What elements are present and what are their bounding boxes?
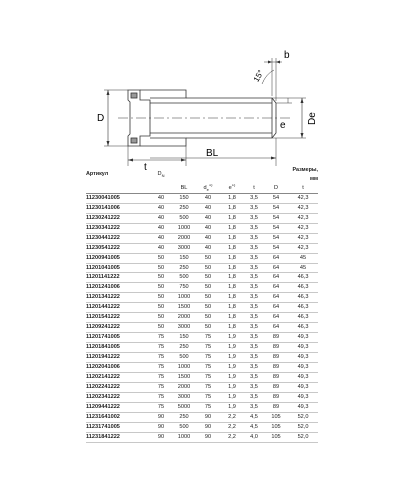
value-cell: 1,8 xyxy=(228,254,236,261)
value-cell: 1,8 xyxy=(228,314,236,321)
value-cell: 89 xyxy=(272,393,280,400)
table-row xyxy=(86,303,318,313)
article-cell: 11231641002 xyxy=(86,413,120,420)
header-dn: $D_N$ xyxy=(157,171,165,179)
socket-body-top xyxy=(140,90,186,98)
table-row xyxy=(86,343,318,353)
value-cell: 90 xyxy=(204,423,212,430)
value-cell: 1,9 xyxy=(228,354,236,361)
article-cell: 11201341222 xyxy=(86,294,120,301)
value-cell: 500 xyxy=(179,214,189,221)
seal-ring-bottom xyxy=(131,138,137,143)
table-header-row-2 xyxy=(86,184,318,193)
value-cell: 54 xyxy=(272,194,280,201)
value-cell: 3,5 xyxy=(250,344,258,351)
value-cell: 3,5 xyxy=(250,284,258,291)
table-row xyxy=(86,283,318,293)
pipe-technical-drawing xyxy=(0,0,400,170)
value-cell: 150 xyxy=(179,254,189,261)
value-cell: 50 xyxy=(204,324,212,331)
value-cell: 50 xyxy=(204,294,212,301)
value-cell: 1000 xyxy=(177,364,191,371)
value-cell: 90 xyxy=(204,413,212,420)
table-row xyxy=(86,392,318,402)
value-cell: 89 xyxy=(272,383,280,390)
article-cell: 11231841222 xyxy=(86,433,120,440)
article-cell: 11201741005 xyxy=(86,334,120,341)
table-row xyxy=(86,223,318,233)
value-cell: 40 xyxy=(157,234,165,241)
value-cell: 52,0 xyxy=(297,413,309,420)
value-cell: 3,5 xyxy=(250,294,258,301)
value-cell: 105 xyxy=(271,423,281,430)
label-b: b xyxy=(284,50,290,61)
value-cell: 75 xyxy=(204,354,212,361)
value-cell: 105 xyxy=(271,433,281,440)
value-cell: 1,8 xyxy=(228,324,236,331)
table-header-row-1 xyxy=(86,166,318,184)
value-cell: 500 xyxy=(179,354,189,361)
article-cell: 11230441222 xyxy=(86,234,120,241)
value-cell: 75 xyxy=(157,334,165,341)
header-D: D xyxy=(273,184,279,191)
value-cell: 45 xyxy=(299,254,307,261)
header-t2: t xyxy=(302,184,304,191)
value-cell: 40 xyxy=(204,244,212,251)
value-cell: 64 xyxy=(272,254,280,261)
value-cell: 40 xyxy=(204,224,212,231)
value-cell: 1,8 xyxy=(228,244,236,251)
value-cell: 3,5 xyxy=(250,234,258,241)
value-cell: 46,3 xyxy=(297,324,309,331)
value-cell: 64 xyxy=(272,304,280,311)
value-cell: 49,3 xyxy=(297,354,309,361)
table-row xyxy=(86,233,318,243)
value-cell: 4,0 xyxy=(250,433,258,440)
value-cell: 3,5 xyxy=(250,254,258,261)
value-cell: 49,3 xyxy=(297,374,309,381)
value-cell: 50 xyxy=(157,294,165,301)
value-cell: 75 xyxy=(204,393,212,400)
value-cell: 250 xyxy=(179,413,189,420)
value-cell: 54 xyxy=(272,244,280,251)
value-cell: 3,5 xyxy=(250,324,258,331)
value-cell: 3,5 xyxy=(250,274,258,281)
value-cell: 5000 xyxy=(177,403,191,410)
socket-body-bottom xyxy=(140,138,186,146)
value-cell: 1000 xyxy=(177,294,191,301)
value-cell: 1,9 xyxy=(228,403,236,410)
value-cell: 49,3 xyxy=(297,393,309,400)
article-cell: 11230541222 xyxy=(86,244,120,251)
article-cell: 11230241222 xyxy=(86,214,120,221)
value-cell: 1,8 xyxy=(228,234,236,241)
value-cell: 75 xyxy=(204,403,212,410)
value-cell: 90 xyxy=(157,413,165,420)
value-cell: 50 xyxy=(157,324,165,331)
value-cell: 40 xyxy=(157,214,165,221)
value-cell: 90 xyxy=(157,433,165,440)
value-cell: 2,2 xyxy=(228,423,236,430)
article-cell: 11201241006 xyxy=(86,284,120,291)
value-cell: 40 xyxy=(157,194,165,201)
value-cell: 50 xyxy=(204,254,212,261)
value-cell: 89 xyxy=(272,374,280,381)
value-cell: 50 xyxy=(204,274,212,281)
value-cell: 1,8 xyxy=(228,304,236,311)
value-cell: 1,8 xyxy=(228,294,236,301)
value-cell: 52,0 xyxy=(297,433,309,440)
spec-table-body xyxy=(86,193,318,442)
value-cell: 54 xyxy=(272,214,280,221)
value-cell: 500 xyxy=(179,274,189,281)
value-cell: 1,9 xyxy=(228,383,236,390)
value-cell: 50 xyxy=(204,284,212,291)
value-cell: 500 xyxy=(179,423,189,430)
value-cell: 40 xyxy=(204,194,212,201)
table-row xyxy=(86,353,318,363)
value-cell: 4,5 xyxy=(250,413,258,420)
table-row xyxy=(86,323,318,333)
value-cell: 75 xyxy=(157,374,165,381)
value-cell: 46,3 xyxy=(297,294,309,301)
value-cell: 2000 xyxy=(177,234,191,241)
value-cell: 42,3 xyxy=(297,194,309,201)
value-cell: 90 xyxy=(157,423,165,430)
value-cell: 40 xyxy=(157,244,165,251)
value-cell: 45 xyxy=(299,264,307,271)
value-cell: 64 xyxy=(272,314,280,321)
value-cell: 2000 xyxy=(177,314,191,321)
table-row xyxy=(86,193,318,203)
value-cell: 75 xyxy=(157,393,165,400)
value-cell: 3000 xyxy=(177,324,191,331)
value-cell: 105 xyxy=(271,413,281,420)
article-cell: 11201441222 xyxy=(86,304,120,311)
value-cell: 3,5 xyxy=(250,314,258,321)
article-cell: 11200941005 xyxy=(86,254,120,261)
value-cell: 75 xyxy=(157,354,165,361)
table-row xyxy=(86,373,318,383)
value-cell: 3,5 xyxy=(250,334,258,341)
value-cell: 3000 xyxy=(177,244,191,251)
table-row xyxy=(86,293,318,303)
value-cell: 1,8 xyxy=(228,224,236,231)
value-cell: 50 xyxy=(157,284,165,291)
seal-ring-top xyxy=(131,93,137,98)
value-cell: 1000 xyxy=(177,433,191,440)
table-row xyxy=(86,243,318,253)
value-cell: 3,5 xyxy=(250,204,258,211)
header-e: $e^{1)}$ xyxy=(228,183,236,191)
header-article: Артикул xyxy=(86,171,109,178)
value-cell: 3,5 xyxy=(250,393,258,400)
label-BL: BL xyxy=(206,148,219,159)
value-cell: 46,3 xyxy=(297,314,309,321)
value-cell: 150 xyxy=(179,334,189,341)
value-cell: 50 xyxy=(157,264,165,271)
table-row xyxy=(86,382,318,392)
table-row xyxy=(86,363,318,373)
value-cell: 1,8 xyxy=(228,214,236,221)
value-cell: 1,8 xyxy=(228,194,236,201)
table-row xyxy=(86,213,318,223)
value-cell: 3,5 xyxy=(250,383,258,390)
value-cell: 46,3 xyxy=(297,274,309,281)
article-cell: 11201541222 xyxy=(86,314,120,321)
value-cell: 49,3 xyxy=(297,383,309,390)
article-cell: 11230041005 xyxy=(86,194,120,201)
table-row xyxy=(86,263,318,273)
value-cell: 49,3 xyxy=(297,344,309,351)
value-cell: 1500 xyxy=(177,304,191,311)
value-cell: 50 xyxy=(157,304,165,311)
value-cell: 3,5 xyxy=(250,264,258,271)
table-row xyxy=(86,402,318,412)
value-cell: 250 xyxy=(179,204,189,211)
value-cell: 75 xyxy=(204,344,212,351)
value-cell: 3,5 xyxy=(250,403,258,410)
value-cell: 1500 xyxy=(177,374,191,381)
value-cell: 3,5 xyxy=(250,364,258,371)
value-cell: 75 xyxy=(204,383,212,390)
value-cell: 150 xyxy=(179,194,189,201)
label-De: De xyxy=(307,112,318,125)
value-cell: 3,5 xyxy=(250,304,258,311)
value-cell: 2000 xyxy=(177,383,191,390)
value-cell: 89 xyxy=(272,364,280,371)
value-cell: 1,9 xyxy=(228,374,236,381)
article-cell: 11209241222 xyxy=(86,324,120,331)
value-cell: 4,5 xyxy=(250,423,258,430)
header-t: t xyxy=(253,184,255,191)
spec-table xyxy=(86,166,318,443)
value-cell: 1,8 xyxy=(228,284,236,291)
article-cell: 11201141222 xyxy=(86,274,120,281)
value-cell: 89 xyxy=(272,344,280,351)
value-cell: 3,5 xyxy=(250,374,258,381)
table-row xyxy=(86,333,318,343)
value-cell: 1,8 xyxy=(228,274,236,281)
value-cell: 50 xyxy=(157,314,165,321)
value-cell: 42,3 xyxy=(297,204,309,211)
value-cell: 89 xyxy=(272,354,280,361)
table-row xyxy=(86,273,318,283)
value-cell: 64 xyxy=(272,274,280,281)
value-cell: 49,3 xyxy=(297,334,309,341)
value-cell: 40 xyxy=(157,204,165,211)
value-cell: 64 xyxy=(272,284,280,291)
table-row xyxy=(86,432,318,442)
value-cell: 50 xyxy=(157,254,165,261)
value-cell: 1,8 xyxy=(228,264,236,271)
value-cell: 42,3 xyxy=(297,224,309,231)
article-cell: 11201941222 xyxy=(86,354,120,361)
value-cell: 750 xyxy=(179,284,189,291)
table-row xyxy=(86,253,318,263)
value-cell: 3,5 xyxy=(250,244,258,251)
value-cell: 75 xyxy=(204,364,212,371)
value-cell: 40 xyxy=(204,234,212,241)
label-angle: 15° xyxy=(251,68,266,84)
value-cell: 75 xyxy=(157,344,165,351)
article-cell: 11202341222 xyxy=(86,393,120,400)
value-cell: 1,8 xyxy=(228,204,236,211)
header-bl: BL xyxy=(180,184,188,191)
value-cell: 3000 xyxy=(177,393,191,400)
value-cell: 3,5 xyxy=(250,224,258,231)
value-cell: 46,3 xyxy=(297,284,309,291)
value-cell: 250 xyxy=(179,344,189,351)
value-cell: 49,3 xyxy=(297,403,309,410)
value-cell: 1,9 xyxy=(228,393,236,400)
table-row xyxy=(86,412,318,422)
value-cell: 3,5 xyxy=(250,214,258,221)
value-cell: 250 xyxy=(179,264,189,271)
value-cell: 3,5 xyxy=(250,354,258,361)
value-cell: 64 xyxy=(272,264,280,271)
article-cell: 11202041006 xyxy=(86,364,120,371)
header-sizes: Размеры, мм xyxy=(292,167,319,182)
value-cell: 89 xyxy=(272,403,280,410)
value-cell: 3,5 xyxy=(250,194,258,201)
value-cell: 75 xyxy=(204,374,212,381)
value-cell: 50 xyxy=(204,314,212,321)
value-cell: 49,3 xyxy=(297,364,309,371)
value-cell: 1000 xyxy=(177,224,191,231)
value-cell: 75 xyxy=(157,364,165,371)
article-cell: 11202241222 xyxy=(86,383,120,390)
label-D: D xyxy=(97,113,105,124)
value-cell: 89 xyxy=(272,334,280,341)
value-cell: 50 xyxy=(157,274,165,281)
article-cell: 11201841005 xyxy=(86,344,120,351)
value-cell: 50 xyxy=(204,304,212,311)
value-cell: 64 xyxy=(272,324,280,331)
value-cell: 42,3 xyxy=(297,234,309,241)
value-cell: 40 xyxy=(204,204,212,211)
value-cell: 42,3 xyxy=(297,214,309,221)
value-cell: 52,0 xyxy=(297,423,309,430)
value-cell: 90 xyxy=(204,433,212,440)
article-cell: 11230141006 xyxy=(86,204,120,211)
label-t: t xyxy=(144,162,147,170)
value-cell: 75 xyxy=(157,383,165,390)
value-cell: 46,3 xyxy=(297,304,309,311)
value-cell: 54 xyxy=(272,204,280,211)
value-cell: 2,2 xyxy=(228,433,236,440)
table-row xyxy=(86,203,318,213)
article-cell: 11201041005 xyxy=(86,264,120,271)
article-cell: 11231741005 xyxy=(86,423,120,430)
article-cell: 11209441222 xyxy=(86,403,120,410)
value-cell: 42,3 xyxy=(297,244,309,251)
table-row xyxy=(86,313,318,323)
value-cell: 1,9 xyxy=(228,344,236,351)
article-cell: 11230341222 xyxy=(86,224,120,231)
value-cell: 75 xyxy=(157,403,165,410)
header-de: $d_e^{1)}$ xyxy=(203,183,213,193)
label-e: e xyxy=(280,120,286,131)
value-cell: 50 xyxy=(204,264,212,271)
value-cell: 1,9 xyxy=(228,334,236,341)
table-row xyxy=(86,422,318,432)
value-cell: 1,9 xyxy=(228,364,236,371)
value-cell: 2,2 xyxy=(228,413,236,420)
value-cell: 54 xyxy=(272,234,280,241)
value-cell: 40 xyxy=(157,224,165,231)
value-cell: 64 xyxy=(272,294,280,301)
value-cell: 54 xyxy=(272,224,280,231)
value-cell: 75 xyxy=(204,334,212,341)
value-cell: 40 xyxy=(204,214,212,221)
article-cell: 11202141222 xyxy=(86,374,120,381)
